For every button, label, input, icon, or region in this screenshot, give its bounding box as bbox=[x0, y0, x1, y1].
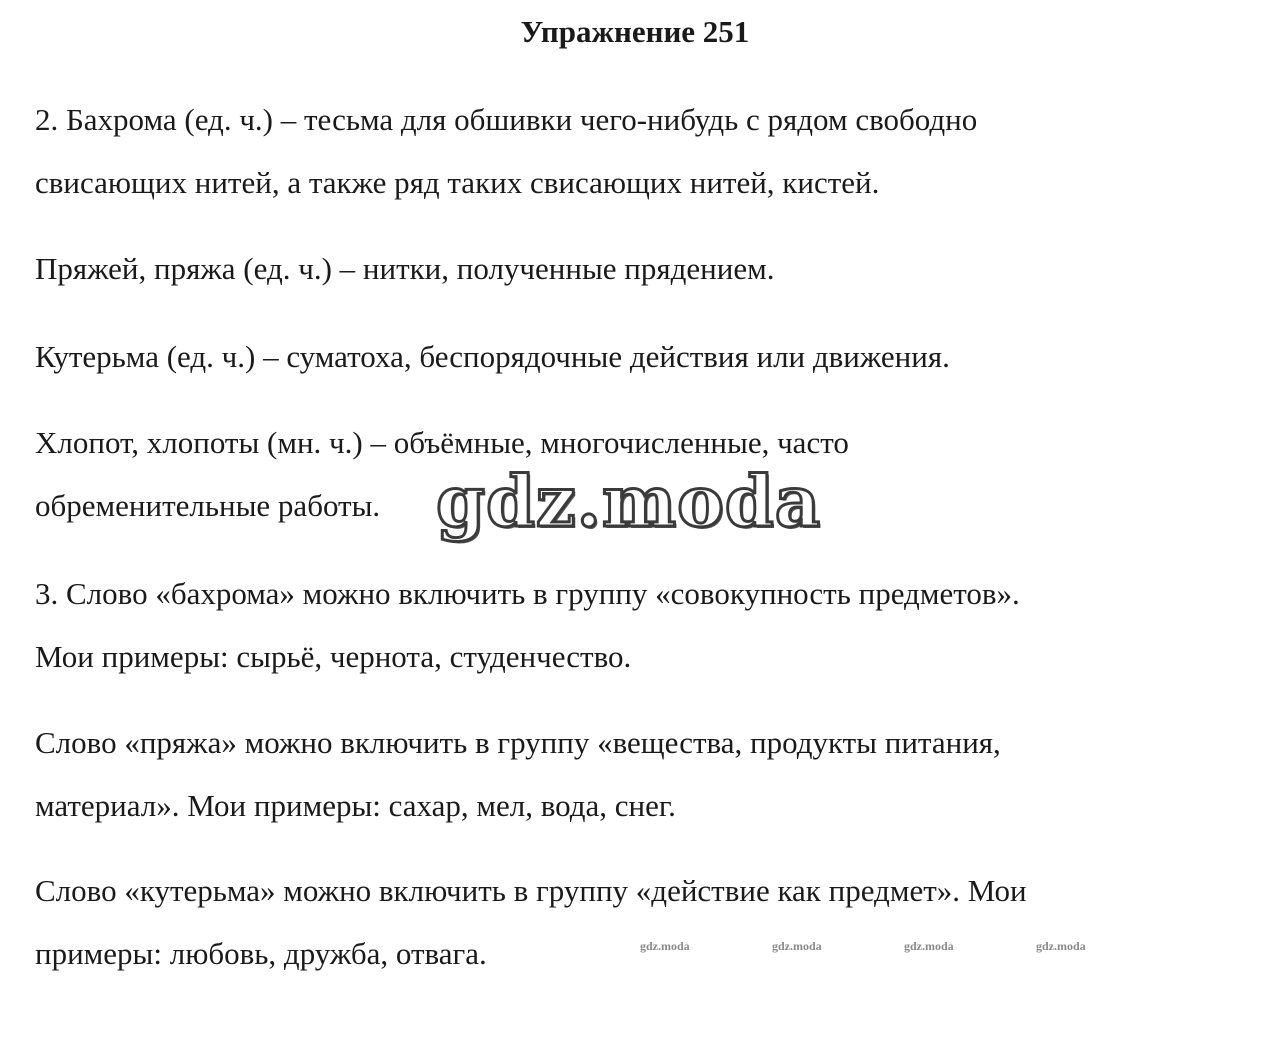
text-line: обременительные работы. bbox=[35, 488, 381, 523]
watermark-small: gdz.moda bbox=[640, 939, 690, 953]
watermark-small: gdz.moda bbox=[904, 939, 954, 953]
text-line: Слово «пряжа» можно включить в группу «вещества, продукты питания, bbox=[35, 725, 1001, 760]
text-line: Кутерьма (ед. ч.) – суматоха, беспорядочные действия или движения. bbox=[35, 339, 950, 374]
text-line: свисающих нитей, а также ряд таких свисающих нитей, кистей. bbox=[35, 165, 880, 200]
watermark-small: gdz.moda bbox=[1036, 939, 1086, 953]
text-line: Пряжей, пряжа (ед. ч.) – нитки, полученные прядением. bbox=[35, 251, 775, 286]
exercise-title: Упражнение 251 bbox=[520, 14, 750, 49]
text-line: материал». Мои примеры: сахар, мел, вода, снег. bbox=[35, 788, 676, 823]
text-line: 2. Бахрома (ед. ч.) – тесьма для обшивки чего-нибудь с рядом свободно bbox=[35, 102, 978, 137]
text-line: Хлопот, хлопоты (мн. ч.) – объёмные, многочисленные, часто bbox=[35, 425, 849, 460]
text-line: Мои примеры: сырьё, чернота, студенчество. bbox=[35, 639, 632, 674]
text-line: 3. Слово «бахрома» можно включить в группу «совокупность предметов». bbox=[35, 576, 1020, 611]
watermark-small: gdz.moda bbox=[772, 939, 822, 953]
watermark-logo: gdz.moda bbox=[436, 460, 822, 543]
text-line: Слово «кутерьма» можно включить в группу «действие как предмет». Мои bbox=[35, 873, 1027, 908]
text-line: примеры: любовь, дружба, отвага. bbox=[35, 936, 487, 971]
